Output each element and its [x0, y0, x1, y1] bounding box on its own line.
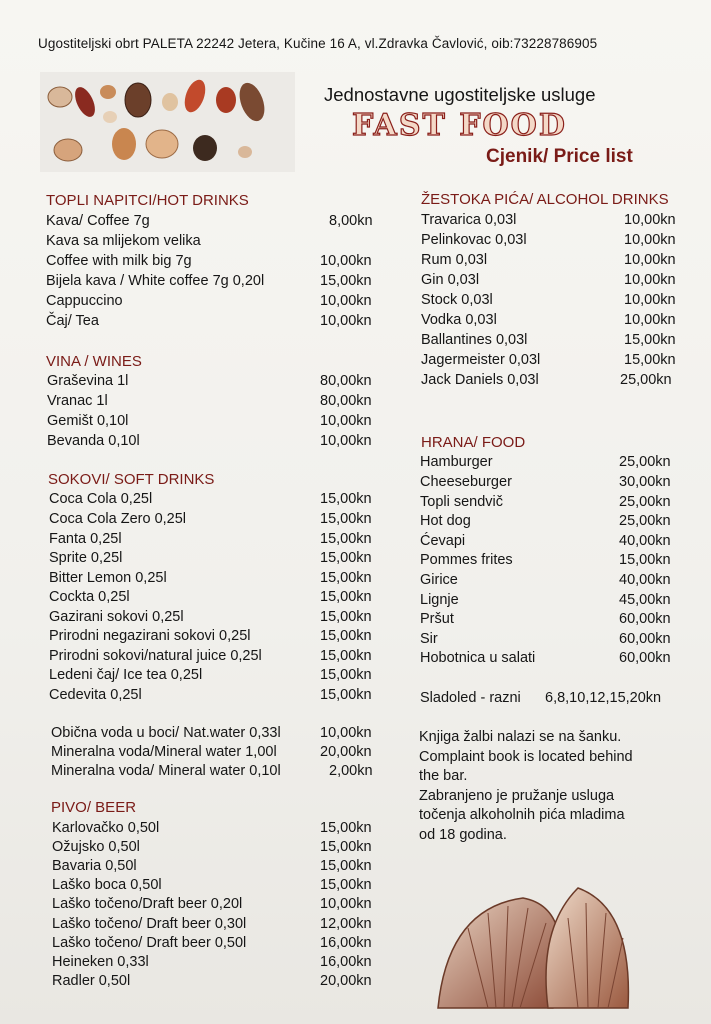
item-name: Heineken 0,33l: [52, 954, 149, 970]
item-price: 25,00kn: [619, 454, 671, 470]
item-name: Mineralna voda/Mineral water 1,00l: [51, 744, 277, 760]
item-price: 16,00kn: [320, 954, 372, 970]
item-name: Laško točeno/Draft beer 0,20l: [52, 896, 243, 912]
item-name: Sir: [420, 631, 438, 647]
item-name: Sladoled - razni: [420, 690, 521, 706]
item-price: 60,00kn: [619, 611, 671, 627]
item-name: Hobotnica u salati: [420, 650, 536, 666]
item-name: Cheeseburger: [420, 474, 512, 490]
item-price: 10,00kn: [624, 292, 676, 308]
item-name: Čaj/ Tea: [46, 313, 99, 329]
item-price: 20,00kn: [320, 744, 372, 760]
item-price: 40,00kn: [619, 572, 671, 588]
item-name: Gin 0,03l: [421, 272, 480, 288]
item-price: 15,00kn: [624, 332, 676, 348]
item-price: 60,00kn: [619, 650, 671, 666]
item-name: Jagermeister 0,03l: [421, 352, 541, 368]
item-price: 15,00kn: [320, 687, 372, 703]
price-list-label: Cjenik/ Price list: [486, 146, 633, 167]
item-price: 25,00kn: [619, 513, 671, 529]
item-name: Ballantines 0,03l: [421, 332, 528, 348]
item-price: 10,00kn: [624, 232, 676, 248]
item-price: 6,8,10,12,15,20kn: [545, 690, 662, 706]
item-name: Prirodni negazirani sokovi 0,25l: [49, 628, 251, 644]
item-name: Cedevita 0,25l: [49, 687, 142, 703]
item-price: 10,00kn: [320, 896, 372, 912]
item-price: 12,00kn: [320, 916, 372, 932]
item-name: Coca Cola 0,25l: [49, 491, 153, 507]
notice-line: od 18 godina.: [419, 826, 507, 843]
item-name: Rum 0,03l: [421, 252, 488, 268]
item-name: Pommes frites: [420, 552, 513, 568]
notice-line: Complaint book is located behind: [419, 748, 633, 765]
item-price: 45,00kn: [619, 592, 671, 608]
item-name: Jack Daniels 0,03l: [421, 372, 539, 388]
shells-image: [40, 72, 295, 172]
item-price: 80,00kn: [320, 393, 372, 409]
item-price: 15,00kn: [320, 648, 372, 664]
item-name: Gemišt 0,10l: [47, 413, 129, 429]
item-price: 25,00kn: [619, 494, 671, 510]
item-name: Coca Cola Zero 0,25l: [49, 511, 187, 527]
item-price: 20,00kn: [320, 973, 372, 989]
item-price: 16,00kn: [320, 935, 372, 951]
notice-line: Knjiga žalbi nalazi se na šanku.: [419, 729, 622, 745]
soft-drinks-title: SOKOVI/ SOFT DRINKS: [48, 471, 215, 488]
item-name: Pelinkovac 0,03l: [421, 232, 527, 248]
item-name: Laško boca 0,50l: [52, 877, 162, 893]
food-title: HRANA/ FOOD: [421, 434, 526, 451]
item-name: Vodka 0,03l: [421, 312, 497, 328]
item-price: 10,00kn: [320, 293, 372, 309]
item-name: Bevanda 0,10l: [47, 433, 140, 449]
item-name: Karlovačko 0,50l: [52, 820, 160, 836]
page-title: FAST FOOD: [352, 108, 567, 143]
item-price: 80,00kn: [320, 373, 372, 389]
item-price: 10,00kn: [320, 725, 372, 741]
item-price: 10,00kn: [624, 212, 676, 228]
item-price: 10,00kn: [624, 312, 676, 328]
item-name: Laško točeno/ Draft beer 0,30l: [52, 916, 247, 932]
item-price: 15,00kn: [320, 531, 372, 547]
item-price: 15,00kn: [320, 667, 372, 683]
item-name: Hot dog: [420, 513, 471, 529]
item-name: Topli sendvič: [420, 494, 504, 510]
item-name: Vranac 1l: [47, 393, 108, 409]
item-name: Graševina 1l: [47, 373, 129, 389]
item-name: Ledeni čaj/ Ice tea 0,25l: [49, 667, 203, 683]
item-price: 10,00kn: [320, 253, 372, 269]
item-price: 10,00kn: [320, 313, 372, 329]
item-price: 8,00kn: [329, 213, 373, 229]
item-price: 15,00kn: [320, 491, 372, 507]
item-name: Gazirani sokovi 0,25l: [49, 609, 184, 625]
item-name: Obična voda u boci/ Nat.water 0,33l: [51, 725, 281, 741]
item-price: 10,00kn: [624, 272, 676, 288]
item-name: Mineralna voda/ Mineral water 0,10l: [51, 763, 281, 779]
item-price: 15,00kn: [619, 552, 671, 568]
notice-block: [419, 728, 633, 845]
item-name: Girice: [420, 572, 458, 588]
item-price: 15,00kn: [320, 820, 372, 836]
alcohol-title: ŽESTOKA PIĆA/ ALCOHOL DRINKS: [421, 191, 669, 208]
item-name: Prirodni sokovi/natural juice 0,25l: [49, 648, 262, 664]
subtitle: Jednostavne ugostiteljske usluge: [324, 84, 596, 105]
item-price: 30,00kn: [619, 474, 671, 490]
item-name: Pršut: [420, 611, 454, 627]
item-price: 10,00kn: [624, 252, 676, 268]
item-name: Kava sa mlijekom velika: [46, 233, 201, 249]
item-price: 15,00kn: [320, 858, 372, 874]
item-price: 15,00kn: [320, 511, 372, 527]
item-price: 40,00kn: [619, 533, 671, 549]
item-name: Laško točeno/ Draft beer 0,50l: [52, 935, 247, 951]
item-name: Bijela kava / White coffee 7g 0,20l: [46, 273, 265, 289]
item-price: 15,00kn: [320, 273, 372, 289]
item-name: Lignje: [420, 592, 459, 608]
item-name: Kava/ Coffee 7g: [46, 213, 150, 229]
item-name: Ožujsko 0,50l: [52, 839, 140, 855]
item-price: 10,00kn: [320, 433, 372, 449]
notice-line: Zabranjeno je pružanje usluga: [419, 787, 615, 804]
item-name: Hamburger: [420, 454, 493, 470]
item-price: 15,00kn: [320, 609, 372, 625]
item-name: Ćevapi: [420, 533, 466, 549]
item-name: Fanta 0,25l: [49, 531, 122, 547]
beer-title: PIVO/ BEER: [51, 799, 137, 816]
item-name: Travarica 0,03l: [421, 212, 517, 228]
hot-drinks-title: TOPLI NAPITCI/HOT DRINKS: [46, 192, 249, 209]
item-name: Sprite 0,25l: [49, 550, 123, 566]
item-price: 15,00kn: [320, 839, 372, 855]
item-name: Bavaria 0,50l: [52, 858, 137, 874]
item-name: Cockta 0,25l: [49, 589, 130, 605]
notice-line: the bar.: [419, 768, 468, 784]
wines-title: VINA / WINES: [46, 353, 142, 370]
item-price: 15,00kn: [320, 589, 372, 605]
item-name: Stock 0,03l: [421, 292, 493, 308]
item-price: 25,00kn: [620, 372, 672, 388]
item-price: 15,00kn: [320, 570, 372, 586]
item-price: 15,00kn: [320, 550, 372, 566]
item-price: 2,00kn: [329, 763, 373, 779]
item-price: 15,00kn: [320, 877, 372, 893]
item-name: Radler 0,50l: [52, 973, 131, 989]
item-price: 60,00kn: [619, 631, 671, 647]
business-info: Ugostiteljski obrt PALETA 22242 Jetera, Kučine 16 A, vl.Zdravka Čavlović, oib:73228786905: [38, 36, 598, 51]
item-name: Cappuccino: [46, 293, 123, 309]
item-price: 15,00kn: [624, 352, 676, 368]
item-name: Bitter Lemon 0,25l: [49, 570, 167, 586]
item-price: 10,00kn: [320, 413, 372, 429]
notice-line: točenja alkoholnih pića mladima: [419, 807, 625, 823]
decorative-shells-image: [428, 868, 648, 1018]
item-price: 15,00kn: [320, 628, 372, 644]
item-name: Coffee with milk big 7g: [46, 253, 192, 269]
